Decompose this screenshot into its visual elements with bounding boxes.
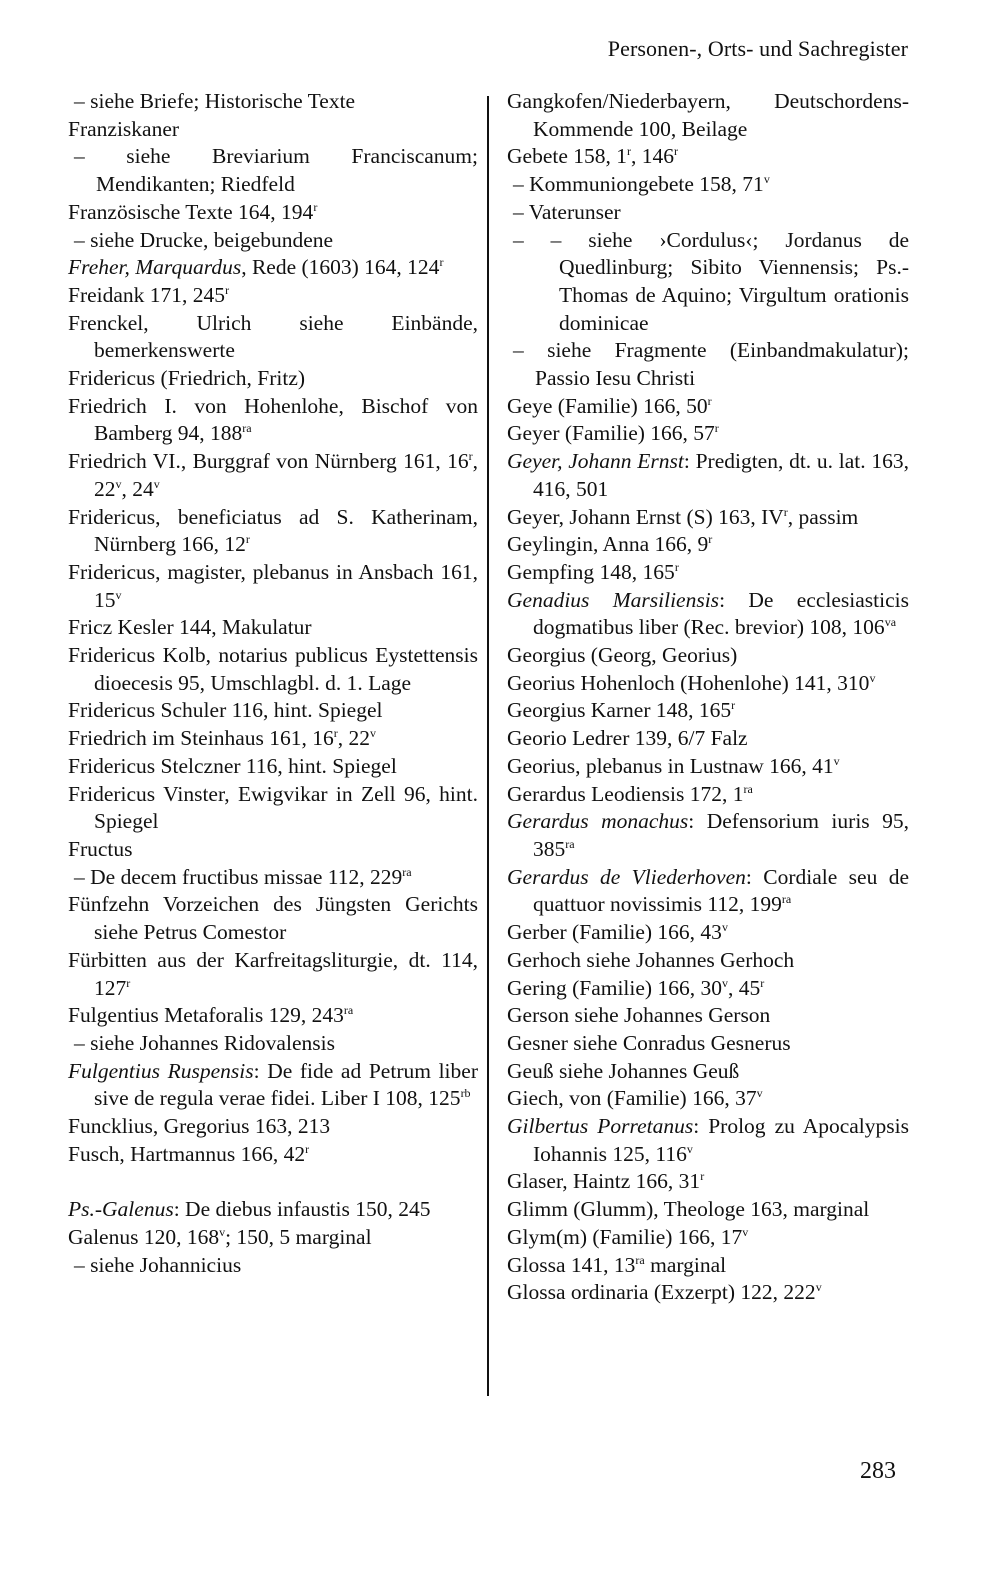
index-entry: [68, 1058, 478, 1113]
folio-side-marker: v: [686, 1141, 693, 1156]
entry-text: – siehe Johannes Ridovalensis: [74, 1030, 335, 1055]
index-entry: [507, 919, 909, 947]
index-entry: [507, 587, 909, 642]
index-entry: [507, 670, 909, 698]
entry-text: Georius, plebanus in Lustnaw 166, 41: [507, 753, 834, 778]
folio-side-marker: r: [245, 532, 250, 547]
column-divider: [487, 96, 489, 1396]
folio-side-marker: v: [833, 753, 840, 768]
entry-title-italic: Fulgentius Ruspensis: [68, 1058, 254, 1083]
index-entry: [507, 88, 909, 143]
entry-text: : Predigten, dt. u. lat. 163, 416, 501: [533, 449, 909, 501]
entry-text: Gerhoch siehe Johannes Gerhoch: [507, 947, 795, 972]
entry-text: Fructus: [68, 836, 133, 861]
index-entry: [68, 559, 478, 614]
entry-text: Gebete 158, 1: [507, 144, 628, 169]
index-entry: [507, 1002, 909, 1030]
entry-text: , 22: [94, 449, 478, 501]
folio-side-marker: v: [115, 587, 122, 602]
folio-side-marker: r: [225, 282, 230, 297]
folio-side-marker: r: [700, 1169, 705, 1184]
folio-side-marker: r: [126, 975, 131, 990]
index-entry: [68, 891, 478, 946]
index-entry: [68, 642, 478, 697]
folio-side-marker: ra: [402, 864, 412, 879]
entry-gap: [68, 1168, 478, 1196]
entry-text: Gering (Familie) 166, 30: [507, 975, 722, 1000]
index-entry: [68, 1002, 478, 1030]
folio-side-marker: r: [674, 559, 679, 574]
index-entry: [507, 559, 909, 587]
entry-text: , passim: [787, 504, 859, 529]
index-entry: [507, 1196, 909, 1224]
index-entry: [68, 504, 478, 559]
entry-text: Gesner siehe Conradus Gesnerus: [507, 1030, 791, 1055]
entry-text: , 22: [337, 726, 370, 751]
index-subentry: [507, 337, 909, 392]
index-subentry: [68, 227, 478, 255]
index-entry: [68, 947, 478, 1002]
folio-side-marker: ra: [343, 1003, 354, 1018]
entry-text: , 45: [727, 975, 761, 1000]
folio-side-marker: v: [219, 1224, 226, 1239]
entry-text: Fürbitten aus der Karfreitagsliturgie, dt. 114, 127: [68, 947, 478, 1000]
entry-text: Gangkofen/Niederbayern, Deutschordens-Kommende 100, Beilage: [507, 89, 909, 141]
index-entry: [507, 808, 909, 863]
entry-text: : De diebus infaustis 150, 245: [173, 1197, 431, 1222]
index-entry: [68, 1141, 478, 1169]
entry-text: Georio Ledrer 139, 6/7 Falz: [507, 726, 748, 751]
index-entry: [507, 1224, 909, 1252]
folio-side-marker: v: [370, 726, 376, 741]
entry-text: Friedrich im Steinhaus 161, 16: [68, 726, 334, 751]
index-entry: [507, 1168, 909, 1196]
index-entry: [507, 504, 909, 532]
folio-side-marker: v: [763, 172, 770, 187]
folio-side-marker: va: [884, 615, 897, 630]
entry-text: Fridericus (Friedrich, Fritz): [68, 366, 306, 391]
index-entry: [507, 642, 909, 670]
folio-side-marker: ra: [242, 421, 252, 436]
entry-text: – Vaterunser: [513, 199, 621, 224]
index-entry: [507, 947, 909, 975]
entry-text: Friedrich I. von Hohenlohe, Bischof von Bamberg 94, 188: [68, 393, 478, 446]
entry-text: Frenckel, Ulrich siehe Einbände, bemerkenswerte: [68, 310, 478, 363]
index-column-left: [68, 88, 478, 1279]
index-subentry: [68, 1030, 478, 1058]
entry-title-italic: Genadius Marsiliensis: [507, 587, 720, 612]
entry-text: Französische Texte 164, 194: [68, 199, 314, 224]
index-entry: [68, 282, 478, 310]
index-entry: [507, 1085, 909, 1113]
folio-side-marker: ra: [635, 1252, 645, 1267]
index-subentry: [68, 88, 478, 116]
entry-text: – siehe Breviarium Franciscanum; Mendikanten; Riedfeld: [74, 144, 478, 197]
entry-title-italic: Ps.-Galenus: [68, 1197, 174, 1222]
entry-text: , 24: [121, 476, 154, 501]
index-entry: [68, 1224, 478, 1252]
entry-text: Gerson siehe Johannes Gerson: [507, 1003, 771, 1028]
entry-text: Fridericus Vinster, Ewigvikar in Zell 96, hint. Spiegel: [68, 781, 478, 834]
index-entry: [507, 143, 909, 171]
entry-text: Gempfing 148, 165: [507, 559, 675, 584]
entry-text: Fulgentius Metaforalis 129, 243: [68, 1003, 344, 1028]
entry-text: Gerber (Familie) 166, 43: [507, 920, 722, 945]
entry-text: Glaser, Haintz 166, 31: [507, 1169, 701, 1194]
entry-text: : Prolog zu Apocalypsis Iohannis 125, 116: [533, 1114, 909, 1166]
entry-text: Glym(m) (Familie) 166, 17: [507, 1224, 743, 1249]
entry-text: Geyer, Johann Ernst (S) 163, IV: [507, 504, 784, 529]
index-entry: [68, 254, 478, 282]
index-entry: [68, 614, 478, 642]
folio-side-marker: v: [153, 476, 160, 491]
entry-text: Fridericus Kolb, notarius publicus Eystettensis dioecesis 95, Umschlagbl. d. 1. Lage: [68, 643, 478, 695]
entry-text: Glossa 141, 13: [507, 1252, 636, 1277]
entry-text: Galenus 120, 168: [68, 1224, 220, 1249]
folio-side-marker: r: [783, 504, 788, 519]
index-subentry: [507, 227, 909, 338]
entry-text: : De ecclesiasticis dogmatibus liber (Rec. brevior) 108, 106: [533, 587, 909, 640]
page-number: 283: [860, 1458, 896, 1484]
folio-side-marker: rb: [460, 1086, 471, 1101]
index-entry: [68, 1113, 478, 1141]
folio-side-marker: r: [708, 532, 713, 547]
folio-side-marker: ra: [743, 781, 753, 796]
index-entry: [68, 393, 478, 448]
index-entry: [507, 1252, 909, 1280]
index-subentry: [68, 143, 478, 198]
index-entry: [68, 753, 478, 781]
index-entry: [507, 1058, 909, 1086]
folio-side-marker: r: [714, 421, 719, 436]
index-entry: [507, 1113, 909, 1168]
entry-text: : Cordiale seu de quattuor novissimis 112, 199: [533, 864, 909, 917]
index-entry: [507, 531, 909, 559]
index-subentry: [507, 171, 909, 199]
entry-text: Freidank 171, 245: [68, 282, 226, 307]
entry-text: marginal: [644, 1252, 727, 1277]
entry-text: Fusch, Hartmannus 166, 42: [68, 1141, 306, 1166]
entry-text: Georgius Karner 148, 165: [507, 698, 732, 723]
index-entry: [68, 781, 478, 836]
entry-text: Friedrich VI., Burggraf von Nürnberg 161, 16: [68, 449, 469, 474]
entry-text: Geuß siehe Johannes Geuß: [507, 1058, 740, 1083]
entry-text: – Kommuniongebete 158, 71: [513, 172, 764, 197]
index-entry: [68, 1196, 478, 1224]
entry-text: Georgius (Georg, Georius): [507, 643, 738, 668]
index-entry: [507, 975, 909, 1003]
entry-text: Fricz Kesler 144, Makulatur: [68, 615, 312, 640]
entry-text: – siehe Johannicius: [74, 1252, 242, 1277]
entry-title-italic: Gerardus monachus: [507, 809, 689, 834]
entry-text: Franziskaner: [68, 116, 180, 141]
index-entry: [507, 725, 909, 753]
folio-side-marker: r: [760, 975, 765, 990]
index-column-right: [507, 88, 909, 1307]
entry-text: Fridericus Stelczner 116, hint. Spiegel: [68, 753, 397, 778]
index-entry: [68, 725, 478, 753]
folio-side-marker: r: [439, 255, 444, 270]
entry-title-italic: Gilbertus Porretanus: [507, 1114, 694, 1139]
entry-text: – siehe Fragmente (Einbandmakulatur); Passio Iesu Christi: [513, 338, 909, 391]
entry-text: Geyer (Familie) 166, 57: [507, 421, 715, 446]
entry-text: , Rede (1603) 164, 124: [241, 255, 440, 280]
folio-side-marker: r: [305, 1141, 310, 1156]
entry-text: – siehe Briefe; Historische Texte: [74, 89, 356, 113]
entry-text: Giech, von (Familie) 166, 37: [507, 1086, 757, 1111]
entry-text: Georius Hohenloch (Hohenlohe) 141, 310: [507, 670, 870, 695]
index-entry: [507, 753, 909, 781]
folio-side-marker: v: [815, 1280, 822, 1295]
entry-text: Geylingin, Anna 166, 9: [507, 532, 709, 557]
folio-side-marker: r: [313, 199, 318, 214]
folio-side-marker: r: [627, 144, 632, 159]
folio-side-marker: r: [333, 726, 338, 741]
entry-text: – siehe Drucke, beigebundene: [74, 227, 334, 252]
folio-side-marker: r: [731, 698, 736, 713]
index-entry: [507, 1030, 909, 1058]
folio-side-marker: r: [707, 393, 712, 408]
entry-text: Glimm (Glumm), Theologe 163, marginal: [507, 1197, 870, 1222]
index-entry: [68, 697, 478, 725]
entry-title-italic: Gerardus de Vliederhoven: [507, 864, 746, 889]
entry-text: Fridericus Schuler 116, hint. Spiegel: [68, 698, 383, 723]
index-entry: [68, 116, 478, 144]
folio-side-marker: v: [756, 1086, 763, 1101]
entry-text: : Defensorium iuris 95, 385: [533, 809, 909, 861]
entry-text: – – siehe ›Cordulus‹; Jordanus de Quedlinburg; Sibito Viennensis; Ps.-Thomas de Aquino; Virgultum orationis dominicae: [513, 227, 909, 335]
index-entry: [507, 448, 909, 503]
folio-side-marker: v: [721, 975, 728, 990]
folio-side-marker: ra: [565, 836, 575, 851]
entry-text: , 146: [631, 144, 675, 169]
index-entry: [507, 1279, 909, 1307]
index-entry: [68, 365, 478, 393]
folio-side-marker: v: [721, 920, 728, 935]
entry-title-italic: Freher, Marquardus: [68, 255, 242, 280]
folio-side-marker: v: [869, 670, 876, 685]
index-entry: [507, 420, 909, 448]
entry-text: Fridericus, magister, plebanus in Ansbach 161, 15: [68, 559, 478, 612]
folio-side-marker: r: [674, 144, 679, 159]
entry-text: : De fide ad Petrum liber sive de regula verae fidei. Liber I 108, 125: [94, 1058, 478, 1111]
index-entry: [68, 836, 478, 864]
entry-text: Glossa ordinaria (Exzerpt) 122, 222: [507, 1280, 816, 1305]
index-entry: [507, 697, 909, 725]
index-subentry: [507, 199, 909, 227]
entry-title-italic: Geyer, Johann Ernst: [507, 449, 684, 474]
entry-text: Funcklius, Gregorius 163, 213: [68, 1114, 331, 1139]
index-entry: [507, 781, 909, 809]
entry-text: Geye (Familie) 166, 50: [507, 393, 708, 418]
entry-text: – De decem fructibus missae 112, 229: [74, 864, 403, 889]
folio-side-marker: r: [468, 449, 473, 464]
entry-text: Fridericus, beneficiatus ad S. Katherinam, Nürnberg 166, 12: [68, 504, 478, 557]
index-entry: [507, 393, 909, 421]
index-entry: [68, 310, 478, 365]
index-entry: [68, 199, 478, 227]
folio-side-marker: ra: [781, 892, 792, 907]
folio-side-marker: v: [115, 476, 122, 491]
running-header: Personen-, Orts- und Sachregister: [607, 36, 908, 61]
folio-side-marker: v: [742, 1224, 749, 1239]
entry-text: ; 150, 5 marginal: [225, 1224, 372, 1249]
index-subentry: [68, 1252, 478, 1280]
entry-text: Fünfzehn Vorzeichen des Jüngsten Gerichts siehe Petrus Comestor: [68, 892, 478, 945]
entry-text: Gerardus Leodiensis 172, 1: [507, 781, 744, 806]
index-entry: [507, 864, 909, 919]
index-entry: [68, 448, 478, 503]
index-subentry: [68, 864, 478, 892]
